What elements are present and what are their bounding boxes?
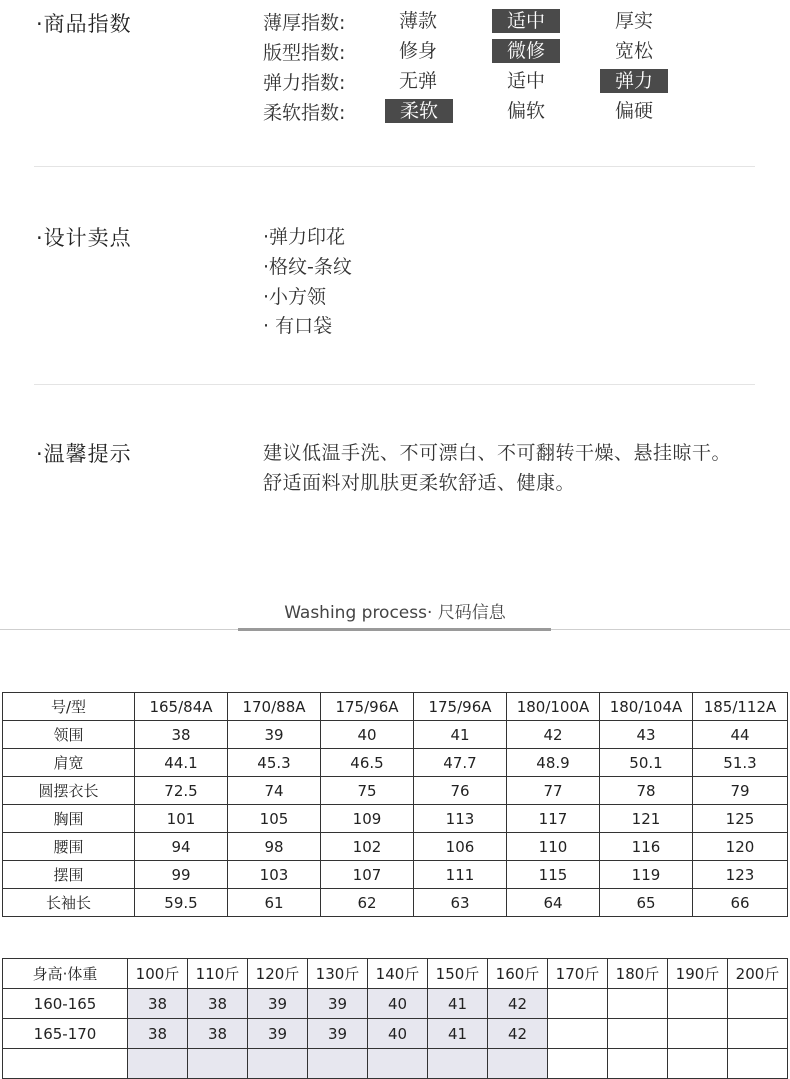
table-cell: 113	[414, 805, 507, 833]
row-label-cell: 领围	[3, 721, 135, 749]
care-tips-title: ·温馨提示	[36, 442, 132, 466]
row-label-cell: 长袖长	[3, 889, 135, 917]
design-point: ·弹力印花	[263, 226, 346, 248]
table-cell: 76	[414, 777, 507, 805]
table-cell	[488, 1049, 548, 1079]
table-row	[3, 1049, 788, 1079]
fit-option-semi-slim: 微修	[492, 39, 560, 63]
table-cell: 40	[368, 989, 428, 1019]
table-cell: 50.1	[600, 749, 693, 777]
table-cell: 40	[368, 1019, 428, 1049]
table-cell: 72.5	[135, 777, 228, 805]
row-label-cell: 160-165	[3, 989, 128, 1019]
table-cell: 61	[228, 889, 321, 917]
thickness-label: 薄厚指数:	[263, 12, 346, 34]
elasticity-option-none: 无弹	[398, 70, 437, 92]
table-row	[3, 989, 788, 1019]
table-header-row	[3, 959, 788, 989]
table-cell: 79	[693, 777, 788, 805]
design-points-title: ·设计卖点	[36, 226, 132, 250]
table-cell: 120	[693, 833, 788, 861]
table-cell: 44.1	[135, 749, 228, 777]
row-label-cell: 165-170	[3, 1019, 128, 1049]
table-cell	[428, 1049, 488, 1079]
header-cell: 175/96A	[414, 693, 507, 721]
table-cell	[368, 1049, 428, 1079]
table-cell: 39	[308, 1019, 368, 1049]
table-cell: 48.9	[507, 749, 600, 777]
table-cell: 62	[321, 889, 414, 917]
table-cell: 117	[507, 805, 600, 833]
size-info-heading: Washing process· 尺码信息	[284, 603, 506, 623]
table-cell	[728, 1049, 788, 1079]
row-label-cell	[3, 1049, 128, 1079]
table-cell: 43	[600, 721, 693, 749]
table-cell: 39	[228, 721, 321, 749]
care-tip-line: 建议低温手洗、不可漂白、不可翻转干燥、悬挂晾干。	[263, 442, 732, 464]
table-cell: 105	[228, 805, 321, 833]
divider	[34, 166, 755, 167]
table-cell: 51.3	[693, 749, 788, 777]
table-row	[3, 749, 788, 777]
table-cell: 42	[507, 721, 600, 749]
table-row	[3, 805, 788, 833]
table-cell	[548, 1019, 608, 1049]
table-cell	[128, 1049, 188, 1079]
header-cell: 190斤	[668, 959, 728, 989]
table-cell: 119	[600, 861, 693, 889]
table-cell	[548, 1049, 608, 1079]
row-label-cell: 胸围	[3, 805, 135, 833]
table-cell: 109	[321, 805, 414, 833]
row-label-cell: 腰围	[3, 833, 135, 861]
table-cell: 66	[693, 889, 788, 917]
product-index-title: ·商品指数	[36, 12, 132, 36]
table-cell: 110	[507, 833, 600, 861]
table-cell: 41	[428, 989, 488, 1019]
header-cell: 170斤	[548, 959, 608, 989]
table-cell	[548, 989, 608, 1019]
table-cell: 123	[693, 861, 788, 889]
softness-label: 柔软指数:	[263, 102, 346, 124]
softness-option-fairly-soft: 偏软	[506, 100, 545, 122]
table-cell: 45.3	[228, 749, 321, 777]
table-cell: 64	[507, 889, 600, 917]
table-cell: 63	[414, 889, 507, 917]
table-cell: 38	[188, 989, 248, 1019]
header-cell: 身高·体重	[3, 959, 128, 989]
table-cell	[308, 1049, 368, 1079]
design-point: ·格纹-条纹	[263, 256, 352, 278]
table-cell: 101	[135, 805, 228, 833]
header-cell: 180/104A	[600, 693, 693, 721]
row-label-cell: 圆摆衣长	[3, 777, 135, 805]
table-cell: 40	[321, 721, 414, 749]
table-row	[3, 889, 788, 917]
softness-option-soft: 柔软	[385, 99, 453, 123]
softness-option-hard: 偏硬	[614, 100, 653, 122]
table-cell: 38	[128, 989, 188, 1019]
table-cell: 99	[135, 861, 228, 889]
table-cell: 75	[321, 777, 414, 805]
fit-option-loose: 宽松	[614, 40, 653, 62]
table-cell	[608, 1049, 668, 1079]
table-row	[3, 721, 788, 749]
table-cell: 38	[135, 721, 228, 749]
elasticity-label: 弹力指数:	[263, 72, 346, 94]
table-cell: 59.5	[135, 889, 228, 917]
thickness-option-medium: 适中	[492, 9, 560, 33]
table-cell: 111	[414, 861, 507, 889]
header-cell: 180斤	[608, 959, 668, 989]
table-cell: 116	[600, 833, 693, 861]
elasticity-option-medium: 适中	[506, 70, 545, 92]
table-cell	[248, 1049, 308, 1079]
table-cell: 44	[693, 721, 788, 749]
table-cell: 46.5	[321, 749, 414, 777]
table-cell: 39	[248, 989, 308, 1019]
header-cell: 170/88A	[228, 693, 321, 721]
table-cell: 47.7	[414, 749, 507, 777]
table-cell: 42	[488, 1019, 548, 1049]
table-cell	[668, 989, 728, 1019]
row-label-cell: 摆围	[3, 861, 135, 889]
design-point: ·小方领	[263, 286, 327, 308]
fit-label: 版型指数:	[263, 42, 346, 64]
table-cell	[728, 1019, 788, 1049]
header-cell: 175/96A	[321, 693, 414, 721]
table-cell	[608, 989, 668, 1019]
divider	[34, 384, 755, 385]
table-cell	[188, 1049, 248, 1079]
table-row	[3, 1019, 788, 1049]
table-cell: 121	[600, 805, 693, 833]
table-cell: 38	[128, 1019, 188, 1049]
header-cell: 165/84A	[135, 693, 228, 721]
table-cell	[668, 1019, 728, 1049]
table-cell: 78	[600, 777, 693, 805]
size-table	[2, 692, 788, 917]
table-cell: 77	[507, 777, 600, 805]
table-cell	[668, 1049, 728, 1079]
table-cell	[728, 989, 788, 1019]
fit-option-slim: 修身	[398, 40, 437, 62]
thickness-option-thin: 薄款	[398, 10, 437, 32]
table-cell: 106	[414, 833, 507, 861]
table-cell: 39	[248, 1019, 308, 1049]
table-cell: 107	[321, 861, 414, 889]
header-cell: 200斤	[728, 959, 788, 989]
header-cell: 185/112A	[693, 693, 788, 721]
header-cell: 160斤	[488, 959, 548, 989]
header-cell: 180/100A	[507, 693, 600, 721]
table-cell: 65	[600, 889, 693, 917]
table-cell: 103	[228, 861, 321, 889]
header-cell: 140斤	[368, 959, 428, 989]
table-cell: 94	[135, 833, 228, 861]
height-weight-table	[2, 958, 788, 1079]
table-cell	[608, 1019, 668, 1049]
table-cell: 41	[428, 1019, 488, 1049]
table-cell: 42	[488, 989, 548, 1019]
table-cell: 102	[321, 833, 414, 861]
elasticity-option-stretch: 弹力	[600, 69, 668, 93]
care-tip-line: 舒适面料对肌肤更柔软舒适、健康。	[263, 472, 576, 494]
table-row	[3, 833, 788, 861]
table-row	[3, 777, 788, 805]
table-cell: 41	[414, 721, 507, 749]
table-row	[3, 861, 788, 889]
table-cell: 98	[228, 833, 321, 861]
header-cell: 130斤	[308, 959, 368, 989]
thickness-option-thick: 厚实	[614, 10, 653, 32]
heading-accent-bar	[238, 628, 551, 631]
header-cell: 110斤	[188, 959, 248, 989]
table-cell: 115	[507, 861, 600, 889]
table-cell: 74	[228, 777, 321, 805]
header-cell: 100斤	[128, 959, 188, 989]
header-cell: 150斤	[428, 959, 488, 989]
table-header-row	[3, 693, 788, 721]
table-cell: 125	[693, 805, 788, 833]
header-cell: 号/型	[3, 693, 135, 721]
header-cell: 120斤	[248, 959, 308, 989]
table-cell: 38	[188, 1019, 248, 1049]
row-label-cell: 肩宽	[3, 749, 135, 777]
design-point: · 有口袋	[263, 315, 333, 337]
table-cell: 39	[308, 989, 368, 1019]
